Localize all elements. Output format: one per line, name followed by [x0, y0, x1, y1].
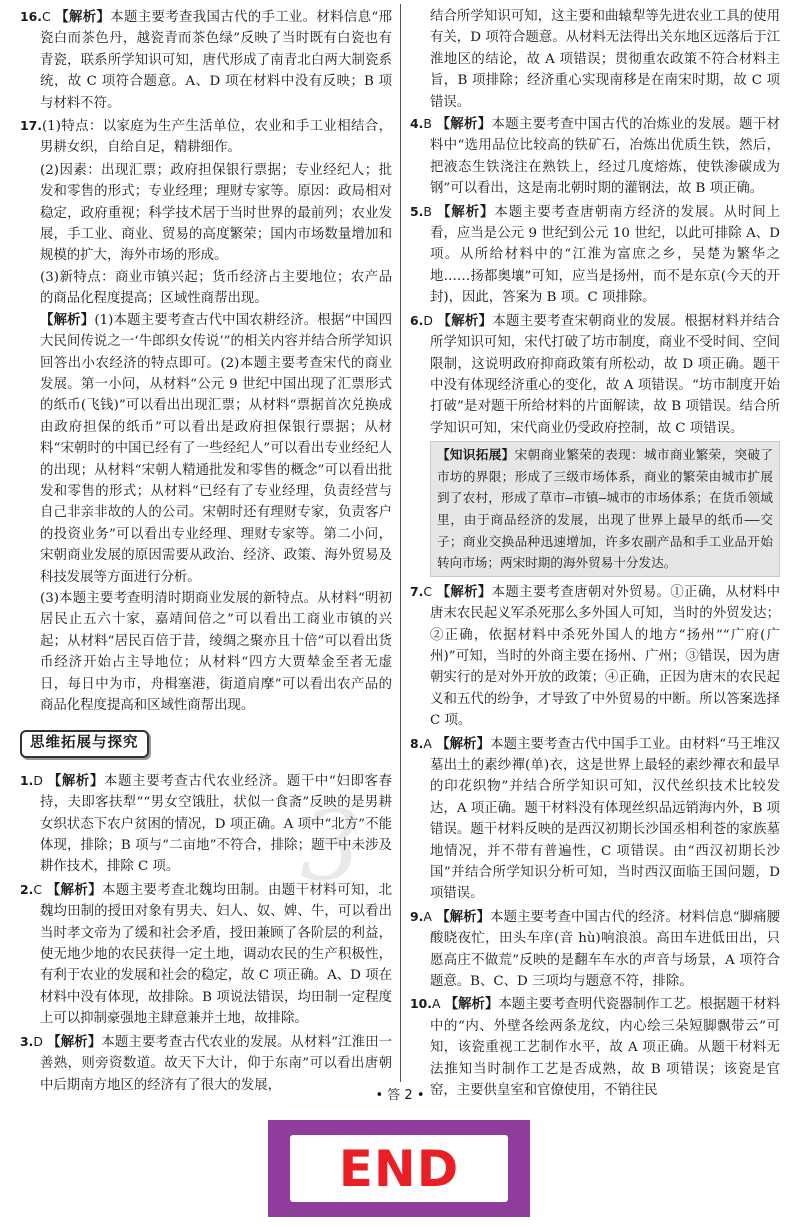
answer-item-8: 8.A 【解析】本题主要考查古代中国手工业。由材料“马王堆汉墓出土的素纱襌(单)衣，这是世界上最轻的素纱襌衣和最早的印花织物”并结合所学知识可知，汉代丝织技术比较发达，A 项正确。题干材料没有体现丝织品远销海内外，B 项错误。题干材料反映的是西汉初期长沙国丞相利苍的家族墓地情况，并不带有普遍性，C 项错误。由“西汉初期长沙国”并结合所学知识分析可知，当时西汉面临王国问题，D 项错误。 [410, 735, 780, 902]
answer-3-continued: 结合所学知识可知，这主要和曲辕犁等先进农业工具的使用有关，D 项符合题意。从材料无法得出关东地区远落后于江淮地区的结论，故 A 项错误；贯彻重农政策不符合材料主旨，B 项排除；经济重心实现南移是在南宋时期，故 C 项错误。 [430, 9, 780, 110]
end-banner [268, 1120, 530, 1217]
end-button[interactable]: END [290, 1135, 508, 1202]
page-footer: • 答 2 • [375, 1088, 425, 1103]
answer-item-7: 7.C 【解析】本题主要考查唐朝对外贸易。①正确，从材料中唐末农民起义军杀死那么多外国人可知，当时的外贸发达；②正确，依据材料中杀死外国人的地方“扬州”“广府(广州)”可知，当时的外商主要在扬州、广州；③错误，因为唐朝实行的是对外开放的政策；④正确，正因为唐末的农民起义和五代的纷争，才导致了中外贸易的中断。所以答案选择 C 项。 [410, 583, 781, 729]
answer-17-analysis: 【解析】(1)本题主要考查古代中国农耕经济。根据“中国四大民间传说之一‘牛郎织女传说’”的相关内容并结合所学知识回答出小农经济的特点即可。(2)本题主要考查宋代的商业发展。第一小问，从材料“公元 9 世纪中国出现了汇票形式的纸币(飞钱)”可以看出出现汇票；从材料“票据首次兑换成由政府担保的纸币”可以看出是政府担保银行票据；从材料“宋朝时的中国已经有了一些经纪人”可以看出专业经纪人的出现；从材料“宋朝人精通批发和零售的概念”可以看出批发和零售的形式；从材料“已经有了专业经理，负责经营与自己非亲非故的人的公司。宋朝时还有理财专家，负责客户的投资业务”可以看出专业经理、理财专家等。第二小问，宋朝商业发展的原因需要从政治、经济、政策、海外贸易及科技发展等方面进行分析。 [40, 312, 393, 585]
column-divider [400, 4, 401, 1082]
left-column [20, 6, 392, 1097]
answer-17-part3: (3)新特点：商业市镇兴起；货币经济占主要地位；农产品的商品化程度提高；区域性商帮出现。 [40, 269, 392, 307]
answer-item-5: 5.B 【解析】本题主要考查唐朝南方经济的发展。从时间上看，应当是公元 9 世纪到公元 10 世纪，以此可排除 A、D 项。从所给材料中的“江淮为富庶之乡，吴楚为繁华之地……扬都奥壤”可知，应当是扬州，而不是东京(今天的开封)，因此，答案为 B 项。C 项排除。 [410, 203, 780, 306]
right-column [410, 6, 780, 1102]
answer-17-part2: (2)因素：出现汇票；政府担保银行票据；专业经纪人；批发和零售的形式；专业经理；理财专家等。原因：政局相对稳定，政府重视；科学技术居于当时世界的最前列；农业发展，手工业、商业、贸易的高度繁荣；国内市场数量增加和规模的扩大，海外市场的形成。 [40, 162, 392, 264]
knowledge-extension-box: 【知识拓展】宋朝商业繁荣的表现：城市商业繁荣，突破了市坊的界限；形成了三级市场体系，商业的繁荣由城市扩展到了农村，形成了草市—市镇—城市的市场体系；在货币领域里，由于商品经济的发展，出现了世界上最早的纸币——交子；商业交换品种迅速增加，许多农副产品和手工业品开始转向市场；两宋时期的海外贸易十分发达。 [430, 441, 780, 577]
answer-item-9: 9.A 【解析】本题主要考查中国古代的经济。材料信息“脚痛腰酸晓夜忙，田头车庠(音 hù)响浪浪。高田车进低田出，只愿高庄不做荒”反映的是翻车车水的声音与场景，A 项符合题意。B、C、D 三项均与题意不符，排除。 [410, 908, 780, 989]
answer-17-analysis-3: (3)本题主要考查明清时期商业发展的新特点。从材料“明初居民止五六十家，嘉靖间倍之”可以看出工商业市镇的兴起；从材料“居民百倍于昔，绫绸之聚亦且十倍”可以看出货币经济开始占主导地位；从材料“四方大贾辇金至者无虚日，每日中为市，舟楫塞港，街道肩摩”可以看出农产品的商品化程度提高和区域性商帮出现。 [40, 590, 392, 713]
answer-item-17: 17.(1)特点：以家庭为生产生活单位，农业和手工业相结合，男耕女织，自给自足，精耕细作。 [20, 118, 392, 156]
answer-item-2: 2.C 【解析】本题主要考查北魏均田制。由题干材料可知，北魏均田制的授田对象有男夫、妇人、奴、婢、牛，可以看出当时孝文帝为了缓和社会矛盾，授田兼顾了各阶层的利益，使无地少地的农民获得一定土地，调动农民的生产积极性，有利于农业的发展和社会的稳定，故 C 项正确。A、D 项在材料中没有体现，故排除。B 项说法错误，均田制一定程度上可以抑制豪强地主肆意兼并土地，故排除。 [20, 881, 393, 1027]
answer-item-6: 6.D 【解析】本题主要考查宋朝商业的发展。根据材料并结合所学知识可知，宋代打破了坊市制度，商业不受时间、空间限制，这说明政府抑商政策有所松动，故 D 项正确。题干中没有体现经济重心的变化，故 A 项错误。“坊市制度开始打破”是对题干所给材料的片面解读，故 B 项错误。结合所学知识可知，宋代商业仍受政府控制，故 C 项错误。 [410, 312, 781, 436]
answer-item-10: 10.A 【解析】本题主要考查明代瓷器制作工艺。根据题干材料中的“内、外壁各绘两条龙纹，内心绘三朵短脚飘带云”可知，该瓷重视工艺制作水平，故 A 项正确。从题干材料无法推知当时制作工艺是否成熟，故 B 项错误；该瓷是官窑，主要供皇室和官僚使用，不销往民 [410, 996, 781, 1099]
answer-item-16: 16.C 【解析】本题主要考查我国古代的手工业。材料信息“邢瓷白而茶色丹，越瓷青而茶色绿”反映了当时既有白瓷也有青瓷，联系所学知识可知，唐代形成了南青北白两大制瓷系统，故 C 项符合题意。A、D 项在材料中没有反映；B 项与材料不符。 [20, 9, 393, 111]
answer-item-1: 1.D 【解析】本题主要考查古代农业经济。题干中“妇即客春持，夫即客扶犁”“男女空饿肚，状似一食斋”反映的是男耕女织状态下农户贫困的情况，D 项正确。A 项中“北方”不能体现，排除；B 项与“二亩地”不符合，排除；题干中未涉及耕作技术，排除 C 项。 [20, 772, 392, 875]
answer-item-4: 4.B 【解析】本题主要考查中国古代的冶炼业的发展。题干材料中“选用品位比较高的铁矿石，冶炼出优质生铁，然后，把液态生铁浇注在熟铁上，经过几度熔炼，使铁渗碳成为钢”可以看出，这是南北朝时期的灌钢法，故 B 项正确。 [410, 116, 781, 197]
answer-item-3: 3.D 【解析】本题主要考查古代农业的发展。从材料“江淮田一善熟，则旁资数道。故天下大计，仰于东南”可以看出唐朝中后期南方地区的经济有了很大的发展， [20, 1033, 392, 1093]
section-heading: 思维拓展与探究 [20, 730, 149, 757]
watermark-logo: 3 [300, 790, 362, 902]
